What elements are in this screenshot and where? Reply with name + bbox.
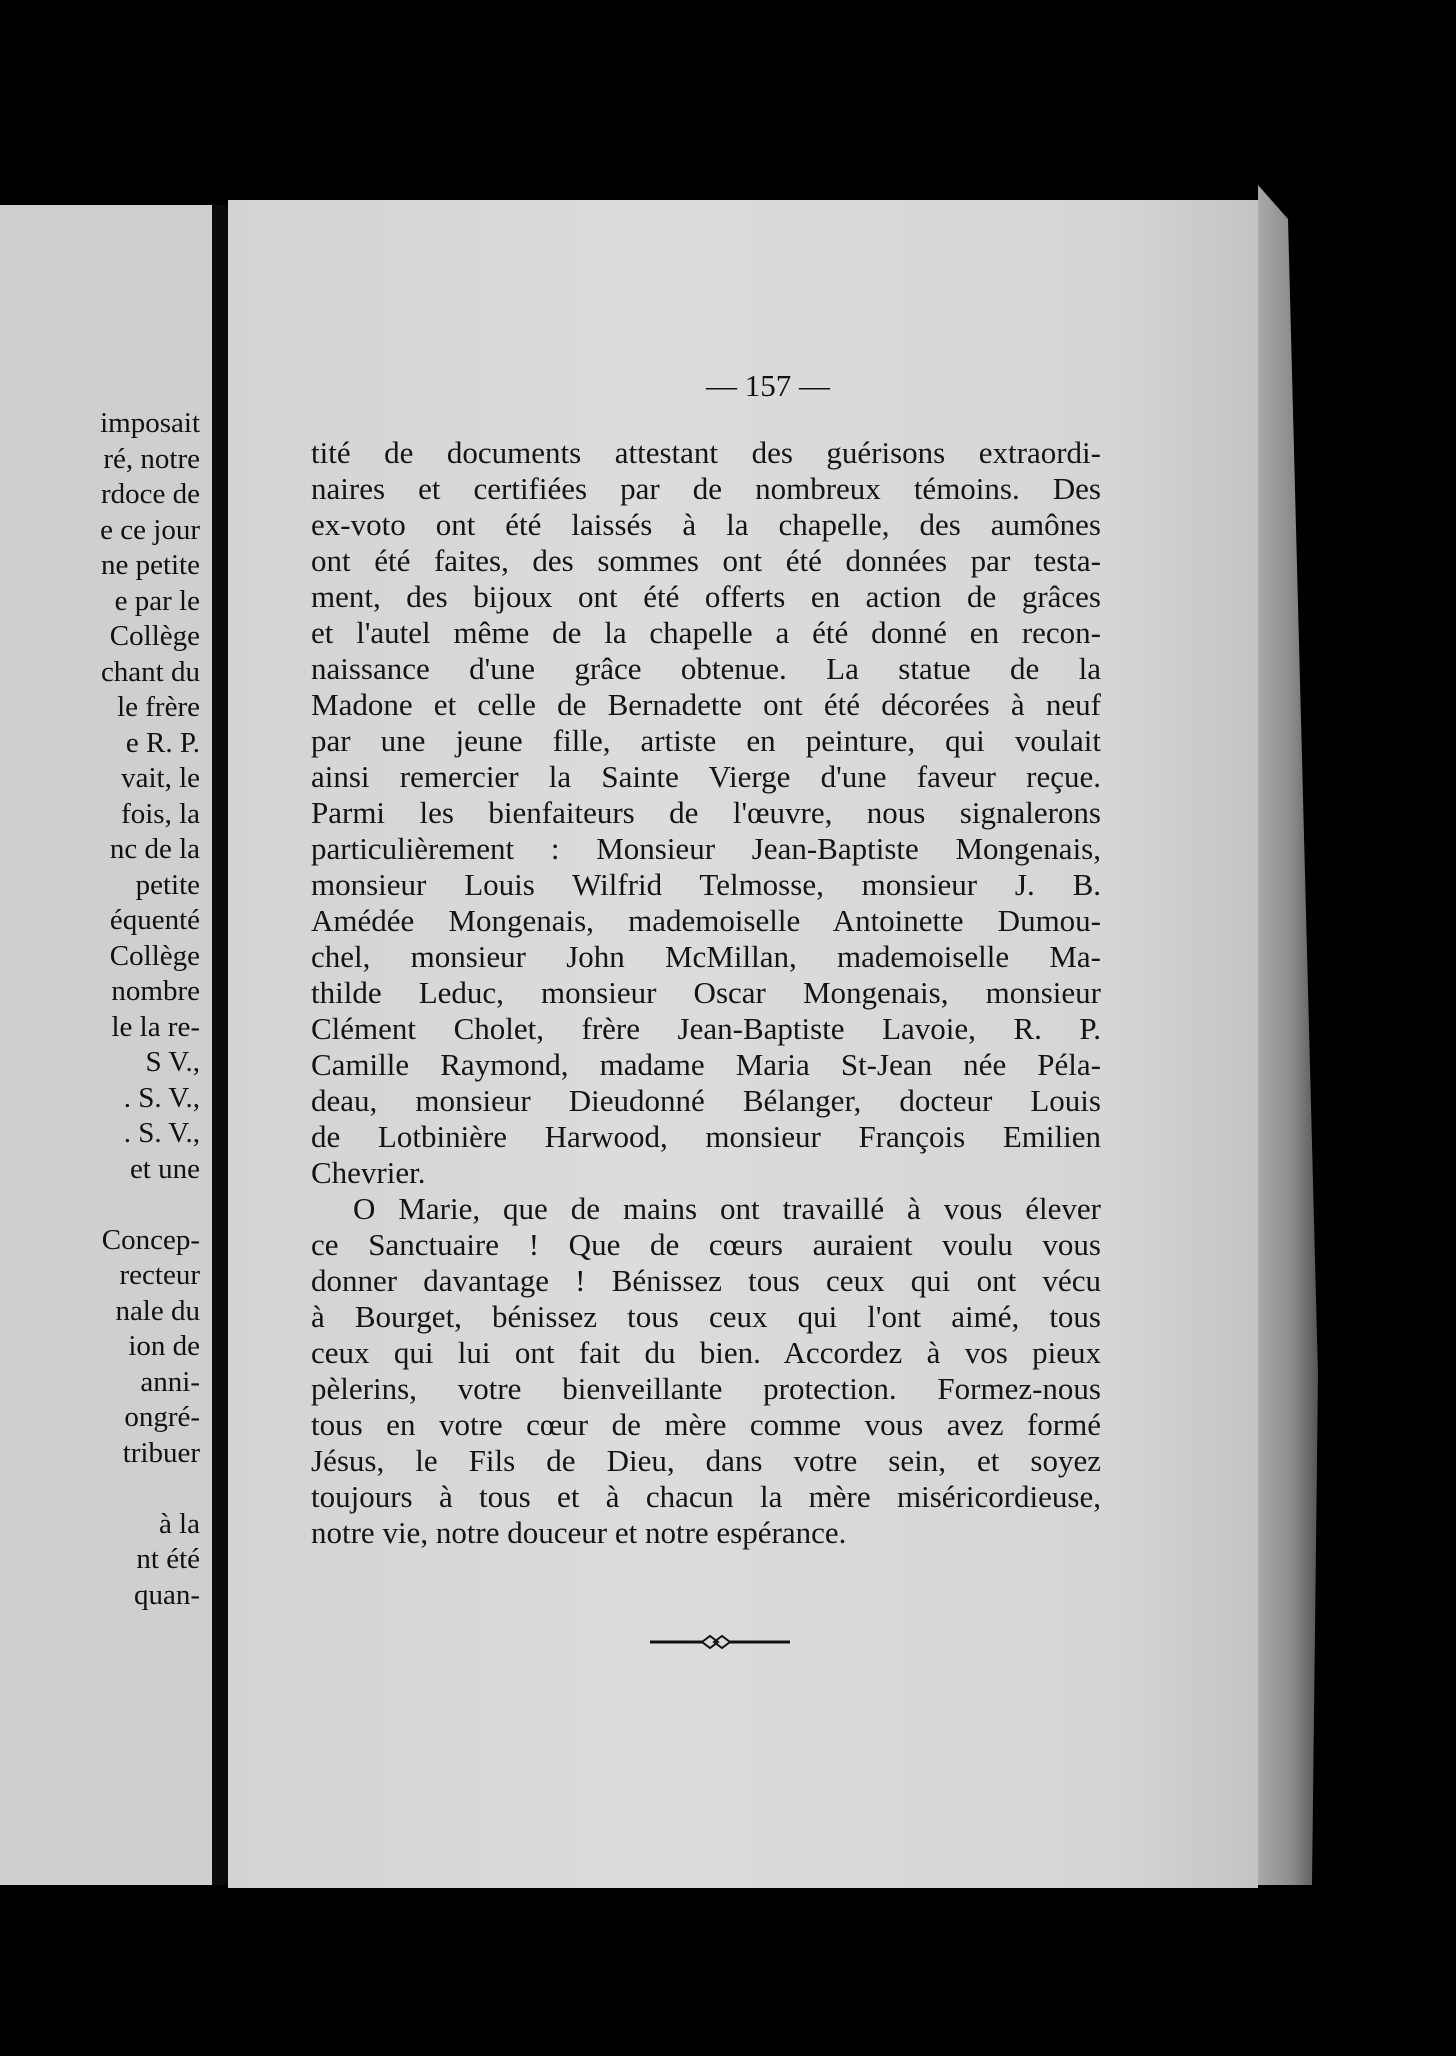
previous-page-line: chant du bbox=[100, 655, 200, 688]
previous-page-line: le frère bbox=[117, 691, 200, 723]
page-body-text bbox=[311, 435, 1101, 1551]
previous-page-line: . S. V., bbox=[123, 1081, 200, 1114]
text-line: tité de documents attestant des guérisons extraordi- bbox=[311, 435, 1101, 470]
previous-page-line: S V., bbox=[145, 1046, 200, 1078]
text-line: ex-voto ont été laissés à la chapelle, des aumônes bbox=[311, 507, 1101, 542]
previous-page-line: Concep- bbox=[101, 1223, 200, 1256]
page-edge bbox=[1258, 185, 1318, 1885]
text-line: Parmi les bienfaiteurs de l'œuvre, nous signalerons bbox=[311, 795, 1101, 830]
previous-page-line: Collège bbox=[109, 620, 200, 652]
previous-page-line: à la bbox=[158, 1507, 200, 1540]
text-line: pèlerins, votre bienveillante protection. Formez-nous bbox=[311, 1371, 1101, 1406]
text-line: O Marie, que de mains ont travaillé à vous élever bbox=[353, 1191, 1101, 1226]
previous-page-line: nt été bbox=[136, 1543, 200, 1575]
text-line: tous en votre cœur de mère comme vous avez formé bbox=[311, 1407, 1101, 1442]
text-line: Jésus, le Fils de Dieu, dans votre sein, et soyez bbox=[311, 1443, 1101, 1478]
previous-page-line: rdoce de bbox=[100, 478, 200, 510]
text-line: ainsi remercier la Sainte Vierge d'une faveur reçue. bbox=[311, 759, 1101, 794]
text-line: deau, monsieur Dieudonné Bélanger, docteur Louis bbox=[311, 1083, 1101, 1118]
text-line: et l'autel même de la chapelle a été donné en recon- bbox=[311, 615, 1101, 650]
text-line: de Lotbinière Harwood, monsieur François Emilien bbox=[311, 1119, 1101, 1154]
text-line: Madone et celle de Bernadette ont été décorées à neuf bbox=[311, 687, 1101, 722]
book-gutter bbox=[212, 205, 228, 1885]
previous-page-line: quan- bbox=[133, 1578, 200, 1611]
previous-page-fragment bbox=[0, 205, 212, 1885]
previous-page-line: nombre bbox=[111, 975, 200, 1007]
text-line: Camille Raymond, madame Maria St-Jean née Péla- bbox=[311, 1047, 1101, 1082]
text-line: ment, des bijoux ont été offerts en action de grâces bbox=[311, 579, 1101, 614]
previous-page-line: Collège bbox=[109, 939, 200, 972]
previous-page-line: anni- bbox=[140, 1365, 200, 1398]
text-line: à Bourget, bénissez tous ceux qui l'ont aimé, tous bbox=[311, 1299, 1101, 1334]
text-line: Chevrier. bbox=[311, 1155, 426, 1190]
text-line: ceux qui lui ont fait du bien. Accordez à vos pieux bbox=[311, 1335, 1101, 1370]
text-line: ont été faites, des sommes ont été données par testa- bbox=[311, 543, 1101, 578]
text-line: notre vie, notre douceur et notre espérance. bbox=[311, 1515, 847, 1550]
previous-page-line: petite bbox=[135, 868, 200, 901]
previous-page-line: nale du bbox=[115, 1294, 200, 1327]
previous-page-line: et une bbox=[129, 1152, 200, 1185]
text-line: par une jeune fille, artiste en peinture, qui voulait bbox=[311, 723, 1101, 758]
text-line: donner davantage ! Bénissez tous ceux qui ont vécu bbox=[311, 1263, 1101, 1298]
text-line: Amédée Mongenais, mademoiselle Antoinette Dumou- bbox=[311, 903, 1101, 938]
previous-page-line: e ce jour bbox=[100, 513, 200, 546]
text-line: Clément Cholet, frère Jean-Baptiste Lavoie, R. P. bbox=[311, 1011, 1101, 1046]
text-line: naires et certifiées par de nombreux témoins. Des bbox=[311, 471, 1101, 506]
previous-page-line: fois, la bbox=[121, 797, 200, 830]
previous-page-line: ré, notre bbox=[103, 442, 200, 475]
previous-page-line: ongré- bbox=[124, 1401, 200, 1433]
previous-page-line: e par le bbox=[114, 584, 200, 617]
end-ornament-icon bbox=[650, 1630, 790, 1654]
text-line: monsieur Louis Wilfrid Telmosse, monsieur J. B. bbox=[311, 867, 1101, 902]
text-line: naissance d'une grâce obtenue. La statue de la bbox=[311, 651, 1101, 686]
text-line: chel, monsieur John McMillan, mademoiselle Ma- bbox=[311, 939, 1101, 974]
previous-page-line: recteur bbox=[119, 1259, 200, 1291]
page-number: — 157 — bbox=[706, 368, 830, 403]
text-line: toujours à tous et à chacun la mère miséricordieuse, bbox=[311, 1479, 1101, 1514]
previous-page-line: ion de bbox=[128, 1330, 200, 1362]
previous-page-line: le la re- bbox=[111, 1010, 200, 1043]
previous-page-line: équenté bbox=[109, 904, 200, 936]
previous-page-line: tribuer bbox=[122, 1436, 200, 1469]
previous-page-line: nc de la bbox=[109, 833, 200, 865]
text-line: thilde Leduc, monsieur Oscar Mongenais, monsieur bbox=[311, 975, 1101, 1010]
text-line: ce Sanctuaire ! Que de cœurs auraient voulu vous bbox=[311, 1227, 1101, 1262]
previous-page-line: e R. P. bbox=[125, 726, 200, 759]
previous-page-line: vait, le bbox=[121, 762, 200, 794]
previous-page-line: ne petite bbox=[100, 549, 200, 581]
previous-page-line: . S. V., bbox=[123, 1117, 200, 1149]
text-line: particulièrement : Monsieur Jean-Baptiste Mongenais, bbox=[311, 831, 1101, 866]
previous-page-line: imposait bbox=[100, 407, 200, 439]
